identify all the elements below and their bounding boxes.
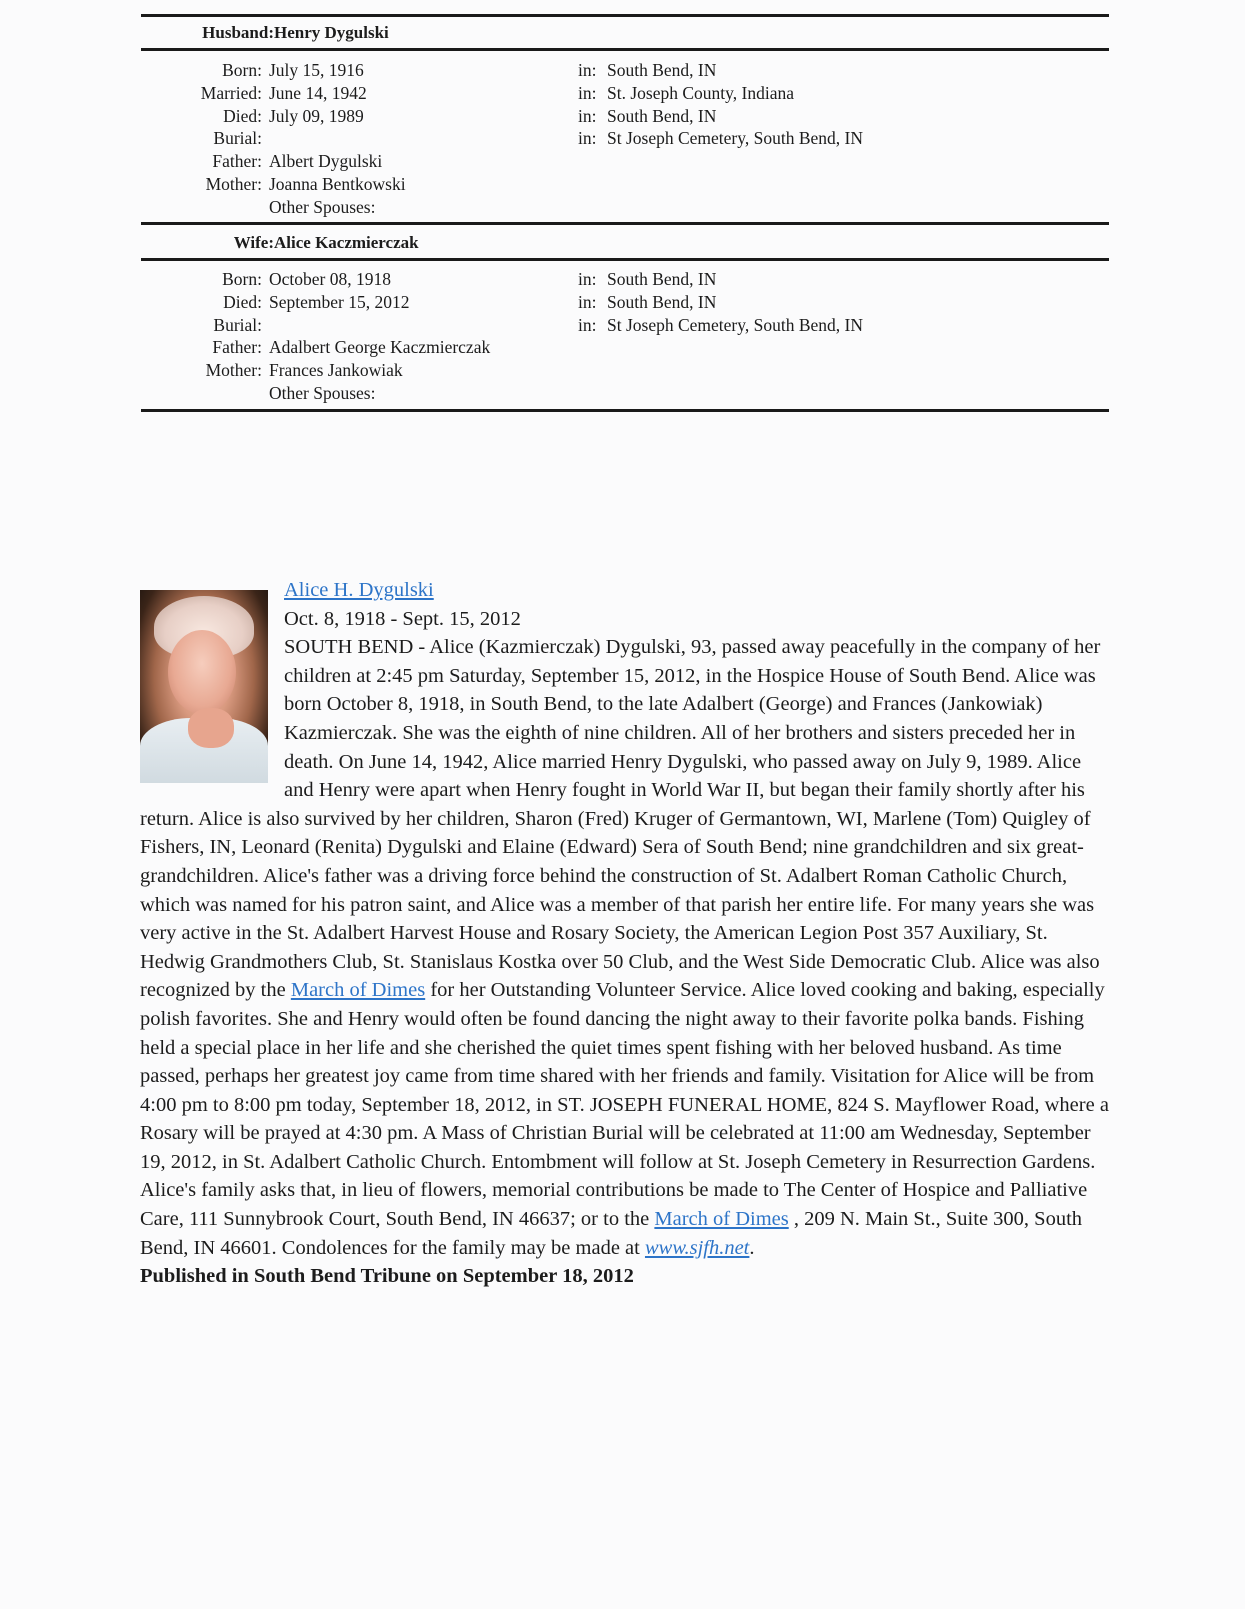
- fact-label: Mother:: [205, 174, 262, 194]
- bottom-rule: [141, 409, 1109, 412]
- fact-place: South Bend, IN: [607, 105, 717, 126]
- obituary-name-link[interactable]: Alice H. Dygulski: [284, 579, 434, 601]
- fact-value: Albert Dygulski: [269, 151, 383, 172]
- place-prefix: in:: [578, 291, 597, 312]
- fact-label: Father:: [212, 151, 262, 172]
- fact-place: South Bend, IN: [607, 291, 717, 312]
- fact-value: July 15, 1916: [269, 60, 364, 80]
- obituary-text-1: SOUTH BEND - Alice (Kazmierczak) Dygulski, 93, passed away peacefully in the company of her children at 2:45 pm Saturday, September 15, 2012, in the Hospice House of South Bend. Alice was born October 8, 1918, in South Bend, to the late Adalbert (George) and Frances (Jankowiak) Kazmierczak. She was the eighth of nine children. All of her brothers and sisters preceded her in death. On June 14, 1942, Alice married Henry Dygulski, who passed away on July 9, 1989. Alice and Henry were apart when Henry fought in World War II, but began their family shortly after his return. Alice is also survived by her children, Sharon (Fred) Kruger of Germantown, WI, Marlene (Tom) Quigley of Fishers, IN, Leonard (Renita) Dygulski and Elaine (Edward) Sera of South Bend; nine grandchildren and six great-grandchildren. Alice's father was a driving force behind the construction of St. Adalbert Roman Catholic Church, which was named for his patron saint, and Alice was a member of that parish her entire life. For many years she was very active in the St. Adalbert Harvest House and Rosary Society, the American Legion Post 357 Auxiliary, St. Hedwig Grandmothers Club, St. Stanislaus Kostka over 50 Club, and the West Side Democratic Club. Alice was also recognized by the: [140, 636, 1101, 1002]
- fact-label: Born:: [222, 269, 262, 289]
- obituary-body: [140, 633, 1115, 1262]
- march-of-dimes-link-1[interactable]: March of Dimes: [290, 979, 426, 1002]
- husband-name: Henry Dygulski: [274, 23, 389, 42]
- other-spouses-label: Other Spouses:: [269, 383, 376, 403]
- obituary-header: [140, 576, 1115, 605]
- fact-label: Mother:: [205, 360, 262, 381]
- other-spouses-label: Other Spouses:: [269, 196, 376, 217]
- fact-place: South Bend, IN: [607, 269, 717, 289]
- fact-place: St Joseph Cemetery, South Bend, IN: [607, 314, 863, 335]
- obituary-text-2: for her Outstanding Volunteer Service. Alice loved cooking and baking, especially polish favorites. She and Henry would often be found dancing the night away to their favorite polka bands. Fishing held a special place in her life and she cherished the quiet times spent fishing with her beloved husband. As time passed, perhaps her greatest joy came from time shared with her friends and family. Visitation for Alice will be from 4:00 pm to 8:00 pm today, September 18, 2012, in ST. JOSEPH FUNERAL HOME, 824 S. Mayflower Road, where a Rosary will be prayed at 4:30 pm. A Mass of Christian Burial will be celebrated at 11:00 am Wednesday, September 19, 2012, in St. Adalbert Catholic Church. Entombment will follow at St. Joseph Cemetery in Resurrection Gardens. Alice's family asks that, in lieu of flowers, memorial contributions be made to The Center of Hospice and Palliative Care, 111 Sunnybrook Court, South Bend, IN 46637; or to the: [140, 979, 1109, 1231]
- place-prefix: in:: [578, 314, 597, 335]
- published-note: Published in South Bend Tribune on September 18, 2012: [140, 1265, 634, 1288]
- fact-label: Died:: [223, 291, 262, 312]
- fact-value: October 08, 1918: [269, 269, 391, 289]
- fact-label: Burial:: [213, 128, 262, 149]
- fact-value: Adalbert George Kaczmierczak: [269, 337, 491, 358]
- fact-label: Father:: [212, 337, 262, 358]
- place-prefix: in:: [578, 269, 597, 289]
- obituary: [140, 576, 1115, 1291]
- fact-label: Burial:: [213, 314, 262, 335]
- fact-label: Born:: [222, 60, 262, 80]
- wife-name: Alice Kaczmierczak: [274, 233, 419, 252]
- fact-place: South Bend, IN: [607, 60, 717, 80]
- fact-place: St. Joseph County, Indiana: [607, 82, 794, 103]
- place-prefix: in:: [578, 82, 597, 103]
- fact-value: September 15, 2012: [269, 291, 410, 312]
- obituary-text-3: , 209 N. Main St., Suite 300, South Bend, IN 46601. Condolences for the family may be made at: [140, 1208, 1083, 1259]
- husband-label: Husband:: [202, 23, 274, 42]
- wife-top-rule: [141, 222, 1109, 225]
- husband-rule: [141, 48, 1109, 51]
- portrait-photo: [140, 590, 268, 783]
- wife-rule: [141, 258, 1109, 261]
- place-prefix: in:: [578, 105, 597, 126]
- obituary-dates: Oct. 8, 1918 - Sept. 15, 2012: [284, 607, 521, 630]
- fact-value: July 09, 1989: [269, 105, 364, 126]
- fact-label: Died:: [223, 105, 262, 126]
- obituary-text-4: .: [749, 1236, 755, 1259]
- place-prefix: in:: [578, 128, 597, 149]
- fact-value: Joanna Bentkowski: [269, 174, 406, 194]
- website-link[interactable]: www.sjfh.net: [644, 1236, 750, 1259]
- fact-value: Frances Jankowiak: [269, 360, 403, 381]
- place-prefix: in:: [578, 60, 597, 80]
- fact-label: Married:: [200, 82, 262, 103]
- top-rule: [141, 14, 1109, 17]
- portrait-hand: [188, 708, 234, 748]
- march-of-dimes-link-2[interactable]: March of Dimes: [654, 1208, 789, 1231]
- fact-place: St Joseph Cemetery, South Bend, IN: [607, 128, 863, 149]
- portrait-face: [168, 630, 236, 714]
- wife-label: Wife:: [233, 233, 274, 252]
- fact-value: June 14, 1942: [269, 82, 367, 103]
